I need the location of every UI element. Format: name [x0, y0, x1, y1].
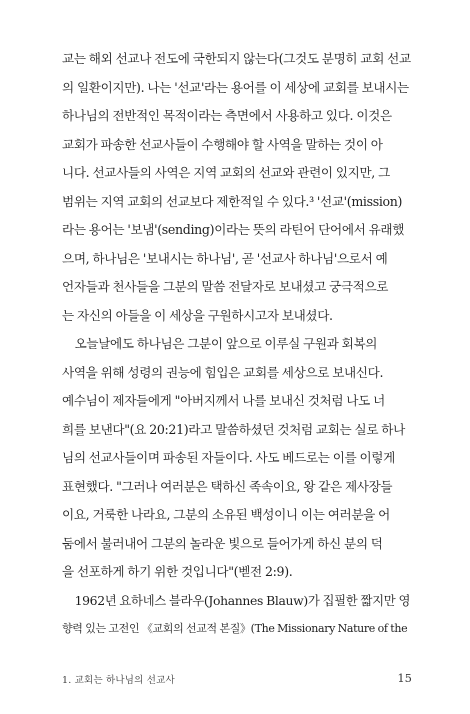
- text-line: 으며, 하나님은 '보내시는 하나님', 곧 '선교사 하나님'으로서 예: [62, 250, 388, 266]
- text-line: 표현했다. "그러나 여러분은 택하신 족속이요, 왕 같은 제사장들: [62, 478, 393, 494]
- text-line: 교회가 파송한 선교사들이 수행해야 할 사역을 말하는 것이 아: [62, 136, 383, 152]
- text-line: 사역을 위해 성령의 권능에 힘입은 교회를 세상으로 보내신다.: [62, 364, 384, 380]
- text-line: 오늘날에도 하나님은 그분이 앞으로 이루실 구원과 회복의: [74, 336, 378, 351]
- text-line: 교는 해외 선교나 전도에 국한되지 않는다(그것도 분명히 교회 선교: [62, 51, 411, 66]
- text-line: 라는 용어는 '보냄'(sending)이라는 뜻의 라틴어 단어에서 유래했: [62, 222, 405, 237]
- body-text: [62, 45, 412, 644]
- text-line: 니다. 선교사들의 사역은 지역 교회의 선교와 관련이 있지만, 그: [62, 165, 390, 180]
- text-line: 범위는 지역 교회의 선교보다 제한적일 수 있다.³ '선교'(mission): [62, 193, 403, 209]
- text-line: 희를 보낸다"(요 20:21)라고 말씀하셨던 것처럼 교회는 실로 하나: [62, 421, 405, 437]
- text-line: 을 선포하게 하기 위한 것입니다"(벧전 2:9).: [62, 564, 293, 579]
- text-line: 의 일환이지만). 나는 '선교'라는 용어를 이 세상에 교회를 보내시는: [62, 79, 409, 95]
- text-line: 언자들과 천사들을 그분의 말씀 전달자로 보내셨고 궁극적으로: [62, 279, 389, 294]
- text-line: 님의 선교사들이며 파송된 자들이다. 사도 베드로는 이를 이렇게: [62, 450, 395, 465]
- text-line: 하나님의 전반적인 목적이라는 측면에서 사용하고 있다. 이것은: [62, 108, 392, 123]
- text-line: 둠에서 불러내어 그분의 놀라운 빛으로 들어가게 하신 분의 덕: [62, 535, 383, 551]
- page-footer: [62, 672, 412, 688]
- running-footer-chapter: 1. 교회는 하나님의 선교사: [62, 675, 175, 686]
- text-line: 예수님이 제자들에게 "아버지께서 나를 보내신 것처럼 나도 너: [62, 393, 385, 408]
- page-number: 15: [397, 671, 412, 685]
- text-line: 향력 있는 고전인 《교회의 선교적 본질》(The Missionary Nature of the: [62, 622, 408, 635]
- text-line: 이요, 거룩한 나라요, 그분의 소유된 백성이니 이는 여러분을 어: [62, 507, 390, 522]
- text-line: 는 자신의 아들을 이 세상을 구원하시고자 보내셨다.: [62, 307, 333, 323]
- text-line: 1962년 요하네스 블라우(Johannes Blauw)가 집필한 짧지만 영: [74, 592, 411, 608]
